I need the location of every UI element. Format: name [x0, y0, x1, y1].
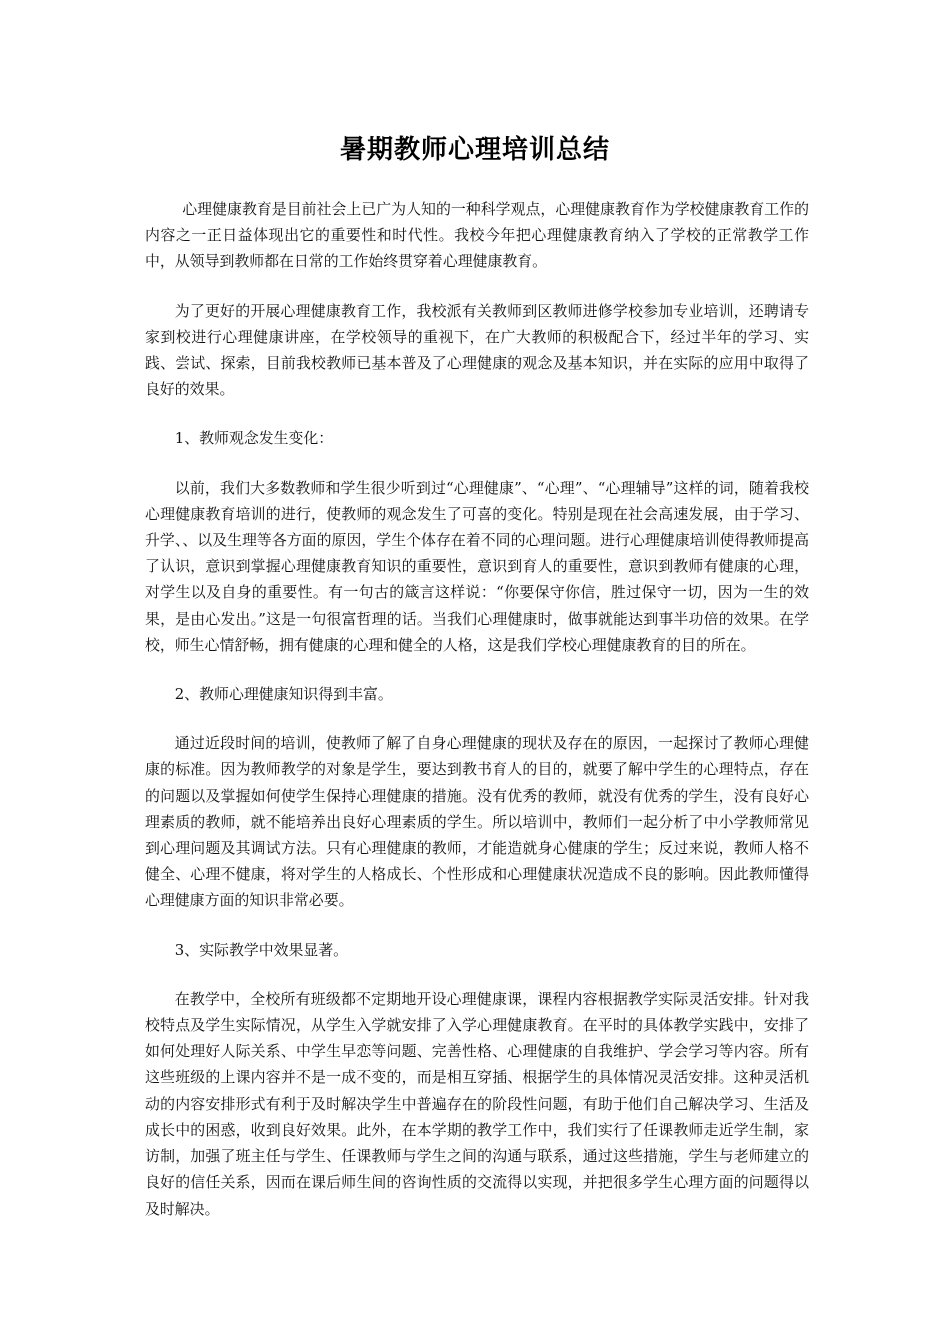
paragraph-section-1: 以前，我们大多数教师和学生很少听到过“心理健康”、“心理”、“心理辅导”这样的词，随着我校心理健康教育培训的进行，使教师的观念发生了可喜的变化。特别是现在社会高速发展，由于学习、升学、、以及生理等各方面的原因，学生个体存在着不同的心理问题。进行心理健康培训使得教师提高了认识，意识到掌握心理健康教育知识的重要性，意识到育人的重要性，意识到教师有健康的心理，对学生以及自身的重要性。有一句古的箴言这样说：“你要保守你信，胜过保守一切，因为一生的效果，是由心发出。”这是一句很富哲理的话。当我们心理健康时，做事就能达到事半功倍的效果。在学校，师生心情舒畅，拥有健康的心理和健全的人格，这是我们学校心理健康教育的目的所在。 — [145, 478, 809, 654]
paragraph-section-2: 通过近段时间的培训，使教师了解了自身心理健康的现状及存在的原因，一起探讨了教师心理健康的标准。因为教师教学的对象是学生，要达到教书育人的目的，就要了解中学生的心理特点，存在的问题以及掌握如何使学生保持心理健康的措施。没有优秀的教师，就没有优秀的学生，没有良好心理素质的教师，就不能培养出良好心理素质的学生。所以培训中，教师们一起分析了中小学教师常见到心理问题及其调试方法。只有心理健康的教师，才能造就身心健康的学生；反过来说，教师人格不健全、心理不健康，将对学生的人格成长、个性形成和心理健康状况造成不良的影响。因此教师懂得心理健康方面的知识非常必要。 — [145, 734, 809, 910]
paragraph-background: 为了更好的开展心理健康教育工作，我校派有关教师到区教师进修学校参加专业培训，还聘请专家到校进行心理健康讲座，在学校领导的重视下，在广大教师的积极配合下，经过半年的学习、实践、尝试、探索，目前我校教师已基本普及了心理健康的观念及基本知识，并在实际的应用中取得了良好的效果。 — [145, 301, 809, 399]
paragraph-section-3: 在教学中，全校所有班级都不定期地开设心理健康课，课程内容根据教学实际灵活安排。针对我校特点及学生实际情况，从学生入学就安排了入学心理健康教育。在平时的具体教学实践中，安排了如何处理好人际关系、中学生早恋等问题、完善性格、心理健康的自我维护、学会学习等内容。所有这些班级的上课内容并不是一成不变的，而是相互穿插、根据学生的具体情况灵活安排。这种灵活机动的内容安排形式有利于及时解决学生中普遍存在的阶段性问题，有助于他们自己解决学习、生活及成长中的困惑，收到良好效果。此外，在本学期的教学工作中，我们实行了任课教师走近学生制，家访制，加强了班主任与学生、任课教师与学生之间的沟通与联系，通过这些措施，学生与老师建立的良好的信任关系，因而在课后师生间的咨询性质的交流得以实现，并把很多学生心理方面的问题得以及时解决。 — [145, 989, 809, 1218]
paragraph-intro: 心理健康教育是目前社会上已广为人知的一种科学观点，心理健康教育作为学校健康教育工作的内容之一正日益体现出它的重要性和时代性。我校今年把心理健康教育纳入了学校的正常教学工作中，从领导到教师都在日常的工作始终贯穿着心理健康教育。 — [145, 200, 809, 271]
document-title: 暑期教师心理培训总结 — [339, 135, 610, 165]
document-body — [145, 196, 809, 1245]
section-heading-2: 2、教师心理健康知识得到丰富。 — [174, 685, 393, 704]
section-heading-1: 1、教师观念发生变化： — [174, 429, 334, 448]
section-heading-3: 3、实际教学中效果显著。 — [174, 940, 349, 959]
